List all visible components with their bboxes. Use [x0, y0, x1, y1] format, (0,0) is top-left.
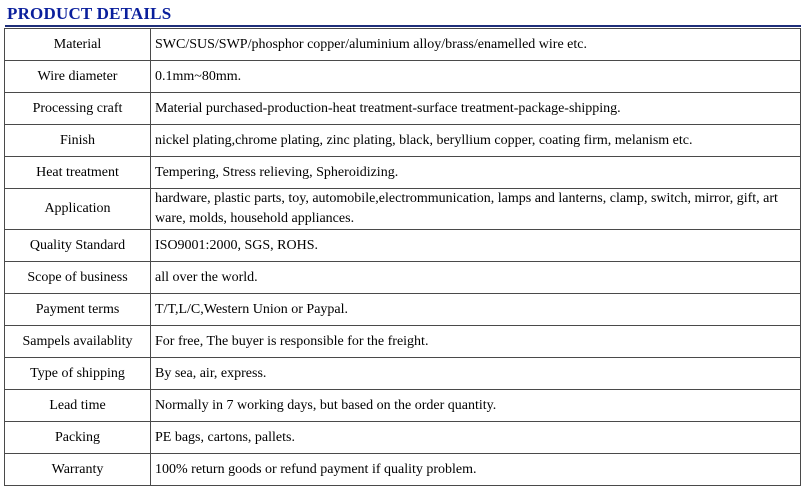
row-label: Warranty — [5, 454, 151, 486]
page-title — [5, 4, 801, 27]
row-value: Normally in 7 working days, but based on the order quantity. — [151, 390, 801, 422]
row-label: Quality Standard — [5, 230, 151, 262]
row-label: Scope of business — [5, 262, 151, 294]
row-value: T/T,L/C,Western Union or Paypal. — [151, 294, 801, 326]
table-row-lead-time — [5, 390, 801, 422]
table-row-wire-diameter — [5, 61, 801, 93]
row-value: For free, The buyer is responsible for the freight. — [151, 326, 801, 358]
table-row-processing-craft — [5, 93, 801, 125]
row-label: Payment terms — [5, 294, 151, 326]
row-value: PE bags, cartons, pallets. — [151, 422, 801, 454]
row-value: SWC/SUS/SWP/phosphor copper/aluminium alloy/brass/enamelled wire etc. — [151, 29, 801, 61]
row-value: By sea, air, express. — [151, 358, 801, 390]
row-label: Sampels availablity — [5, 326, 151, 358]
row-value: all over the world. — [151, 262, 801, 294]
row-value: 100% return goods or refund payment if quality problem. — [151, 454, 801, 486]
row-label: Application — [5, 189, 151, 230]
row-label: Processing craft — [5, 93, 151, 125]
row-label: Heat treatment — [5, 157, 151, 189]
table-row-warranty — [5, 454, 801, 486]
row-label: Lead time — [5, 390, 151, 422]
row-value: hardware, plastic parts, toy, automobile,electrommunication, lamps and lanterns, clamp, switch, mirror, gift, art ware, molds, household appliances. — [151, 189, 801, 230]
row-value: Tempering, Stress relieving, Spheroidizing. — [151, 157, 801, 189]
table-row-application — [5, 189, 801, 230]
table-row-payment-terms — [5, 294, 801, 326]
row-value: 0.1mm~80mm. — [151, 61, 801, 93]
page-title-text: PRODUCT DETAILS — [7, 4, 172, 23]
table-row-finish — [5, 125, 801, 157]
row-value: ISO9001:2000, SGS, ROHS. — [151, 230, 801, 262]
row-label: Type of shipping — [5, 358, 151, 390]
table-row-quality-standard — [5, 230, 801, 262]
table-row-packing — [5, 422, 801, 454]
table-row-scope-of-business — [5, 262, 801, 294]
row-label: Wire diameter — [5, 61, 151, 93]
row-label: Packing — [5, 422, 151, 454]
table-row-samples-availability — [5, 326, 801, 358]
table-row-heat-treatment — [5, 157, 801, 189]
product-details-table — [4, 28, 801, 486]
table-row-type-of-shipping — [5, 358, 801, 390]
row-value: Material purchased-production-heat treatment-surface treatment-package-shipping. — [151, 93, 801, 125]
row-value: nickel plating,chrome plating, zinc plating, black, beryllium copper, coating firm, melanism etc. — [151, 125, 801, 157]
row-label: Material — [5, 29, 151, 61]
row-label: Finish — [5, 125, 151, 157]
table-row-material — [5, 29, 801, 61]
